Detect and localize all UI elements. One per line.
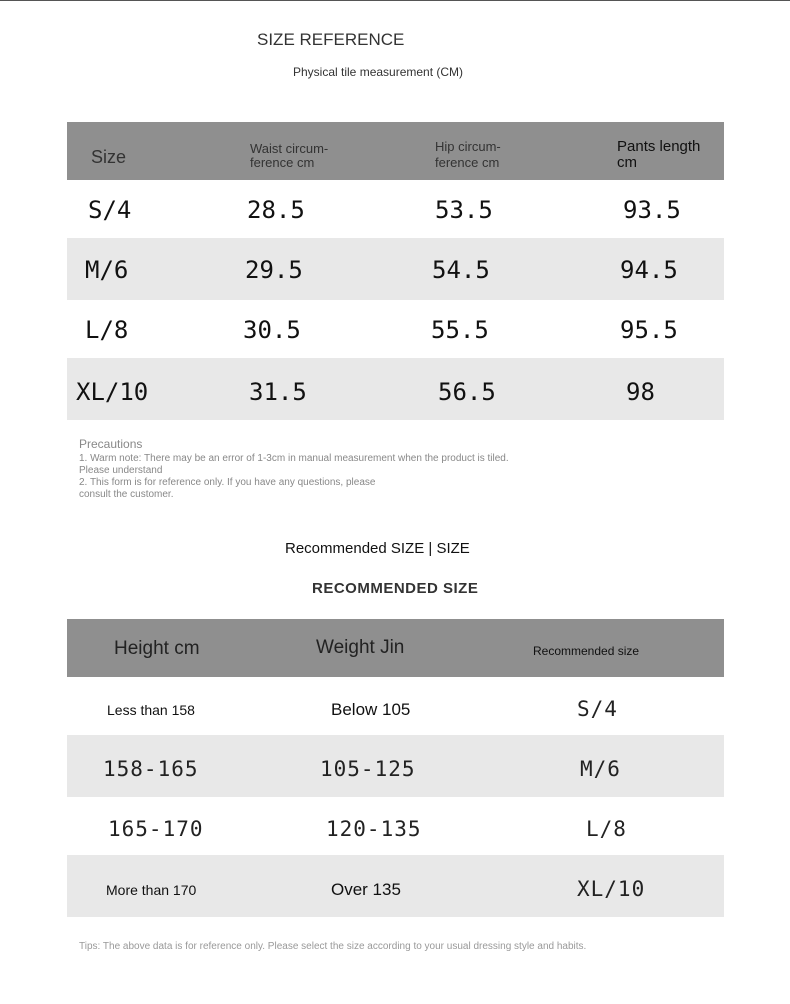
waist-cell: 28.5 bbox=[247, 196, 305, 224]
size-reference-table bbox=[67, 122, 724, 420]
table-row bbox=[67, 180, 724, 238]
table-row bbox=[67, 300, 724, 358]
weight-cell: 105-125 bbox=[320, 757, 416, 781]
header-hip-line1: Hip circum- bbox=[435, 139, 501, 154]
waist-cell: 29.5 bbox=[245, 256, 303, 284]
size-table-header-row bbox=[67, 122, 724, 180]
height-cell: 158-165 bbox=[103, 757, 199, 781]
hip-cell: 53.5 bbox=[435, 196, 493, 224]
hip-cell: 54.5 bbox=[432, 256, 490, 284]
header-weight: Weight Jin bbox=[316, 637, 405, 658]
header-recommended-size: Recommended size bbox=[533, 644, 640, 658]
size-cell: M/6 bbox=[580, 757, 621, 781]
precautions-line: 1. Warm note: There may be an error of 1-3cm in manual measurement when the product is tiled. bbox=[79, 453, 509, 464]
header-length-line1: Pants length bbox=[617, 138, 701, 155]
header-waist-line2: ference cm bbox=[250, 155, 315, 170]
precautions-line: consult the customer. bbox=[79, 489, 174, 500]
table-row bbox=[67, 677, 724, 735]
header-height: Height cm bbox=[114, 638, 200, 659]
length-cell: 95.5 bbox=[620, 316, 678, 344]
size-cell: XL/10 bbox=[577, 877, 646, 901]
weight-cell: 120-135 bbox=[326, 817, 422, 841]
waist-cell: 30.5 bbox=[243, 316, 301, 344]
length-cell: 93.5 bbox=[623, 196, 681, 224]
header-size: Size bbox=[91, 147, 127, 167]
size-cell: L/8 bbox=[586, 817, 627, 841]
header-hip-line2: ference cm bbox=[435, 155, 500, 170]
precautions-line: 2. This form is for reference only. If you have any questions, please bbox=[79, 477, 376, 488]
table-row bbox=[67, 855, 724, 917]
recommended-subtitle: RECOMMENDED SIZE bbox=[312, 580, 479, 597]
header-waist-line1: Waist circum- bbox=[250, 141, 329, 156]
length-cell: 94.5 bbox=[620, 256, 678, 284]
header-length-line2: cm bbox=[617, 154, 637, 171]
size-cell: L/8 bbox=[85, 316, 129, 344]
height-cell: More than 170 bbox=[106, 882, 197, 898]
height-cell: Less than 158 bbox=[107, 702, 195, 718]
recommended-title: Recommended SIZE | SIZE bbox=[285, 540, 470, 557]
waist-cell: 31.5 bbox=[249, 378, 307, 406]
recommended-table-header-row bbox=[67, 619, 724, 677]
table-row bbox=[67, 358, 724, 420]
weight-cell: Over 135 bbox=[331, 880, 401, 899]
precautions-title: Precautions bbox=[79, 437, 143, 451]
weight-cell: Below 105 bbox=[331, 700, 411, 719]
size-reference-title: SIZE REFERENCE bbox=[257, 30, 405, 49]
size-cell: XL/10 bbox=[76, 378, 149, 406]
recommended-size-table bbox=[67, 619, 724, 917]
size-cell: S/4 bbox=[577, 697, 618, 721]
length-cell: 98 bbox=[626, 378, 655, 406]
precautions-line: Please understand bbox=[79, 465, 163, 476]
hip-cell: 55.5 bbox=[431, 316, 489, 344]
table-row bbox=[67, 735, 724, 797]
tips-text: Tips: The above data is for reference only. Please select the size according to your usual dressing style and habits. bbox=[79, 941, 587, 952]
size-cell: S/4 bbox=[88, 196, 132, 224]
top-border-line bbox=[0, 0, 790, 1]
table-row bbox=[67, 797, 724, 855]
size-reference-subtitle: Physical tile measurement (CM) bbox=[293, 65, 464, 79]
height-cell: 165-170 bbox=[108, 817, 204, 841]
precautions-block bbox=[79, 437, 639, 501]
table-row bbox=[67, 238, 724, 300]
hip-cell: 56.5 bbox=[438, 378, 496, 406]
size-cell: M/6 bbox=[85, 256, 129, 284]
